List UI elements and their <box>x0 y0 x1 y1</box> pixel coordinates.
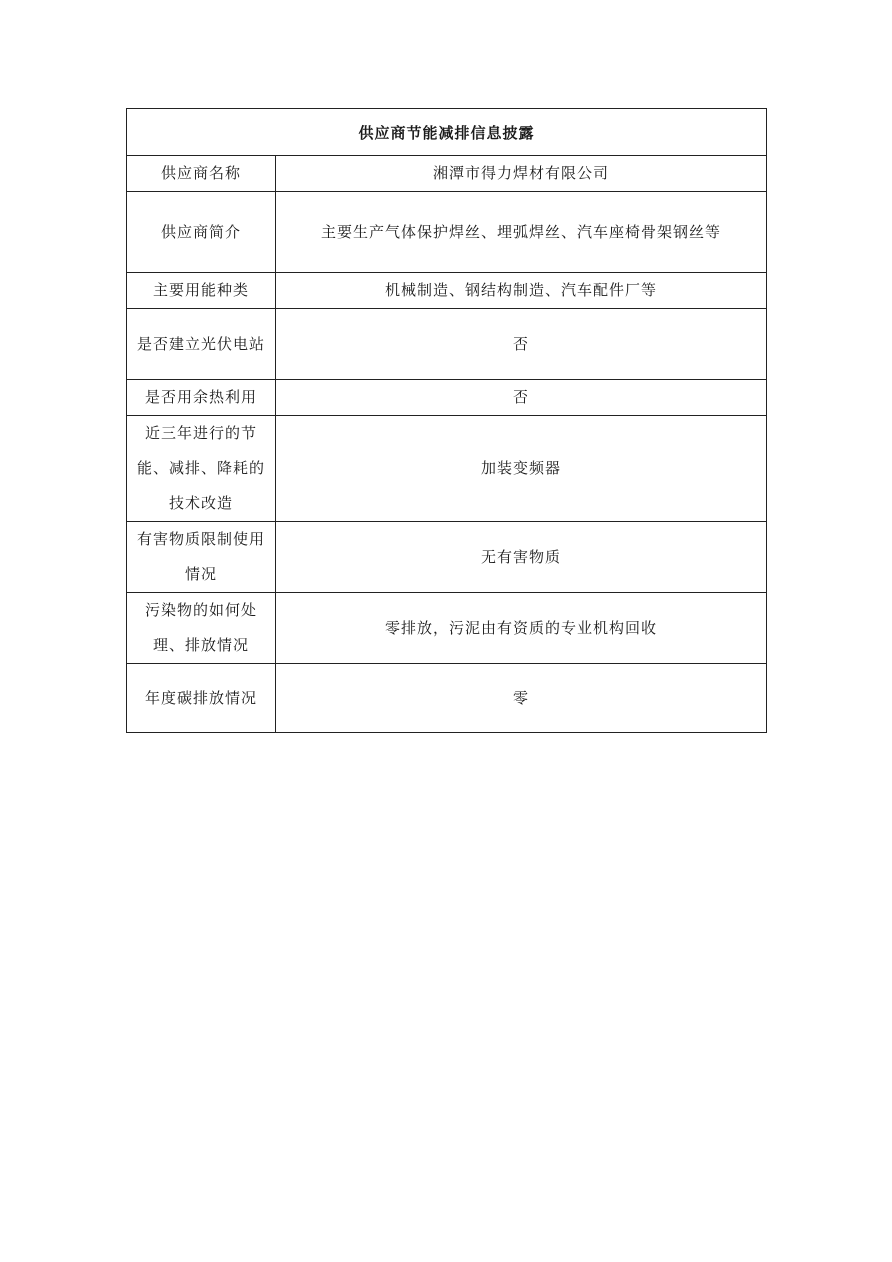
title-row <box>127 109 767 156</box>
table-row <box>127 156 767 192</box>
row-label: 是否用余热利用 <box>144 388 257 406</box>
row-value: 湘潭市得力焊材有限公司 <box>276 156 767 192</box>
row-label: 主要用能种类 <box>152 281 249 299</box>
row-label: 污染物的如何处理、排放情况 <box>144 601 257 654</box>
table-row <box>127 273 767 309</box>
table-row <box>127 664 767 733</box>
table-row <box>127 309 767 380</box>
row-value: 无有害物质 <box>276 522 767 593</box>
row-value: 加装变频器 <box>276 416 767 522</box>
row-label: 供应商名称 <box>160 164 241 182</box>
table-row <box>127 593 767 664</box>
table-row <box>127 416 767 522</box>
table-row <box>127 192 767 273</box>
row-value: 否 <box>276 380 767 416</box>
table-title: 供应商节能减排信息披露 <box>127 109 767 156</box>
row-label: 供应商简介 <box>160 222 241 241</box>
table-row <box>127 522 767 593</box>
row-value: 主要生产气体保护焊丝、埋弧焊丝、汽车座椅骨架钢丝等 <box>276 192 767 273</box>
row-label: 是否建立光伏电站 <box>136 334 265 353</box>
disclosure-table <box>126 108 767 733</box>
row-label: 年度碳排放情况 <box>144 688 257 707</box>
row-value: 否 <box>276 309 767 380</box>
row-label: 有害物质限制使用情况 <box>136 530 265 583</box>
row-value: 零 <box>276 664 767 733</box>
row-value: 机械制造、钢结构制造、汽车配件厂等 <box>276 273 767 309</box>
table-row <box>127 380 767 416</box>
row-value: 零排放，污泥由有资质的专业机构回收 <box>276 593 767 664</box>
row-label: 近三年进行的节能、减排、降耗的技术改造 <box>136 424 265 512</box>
